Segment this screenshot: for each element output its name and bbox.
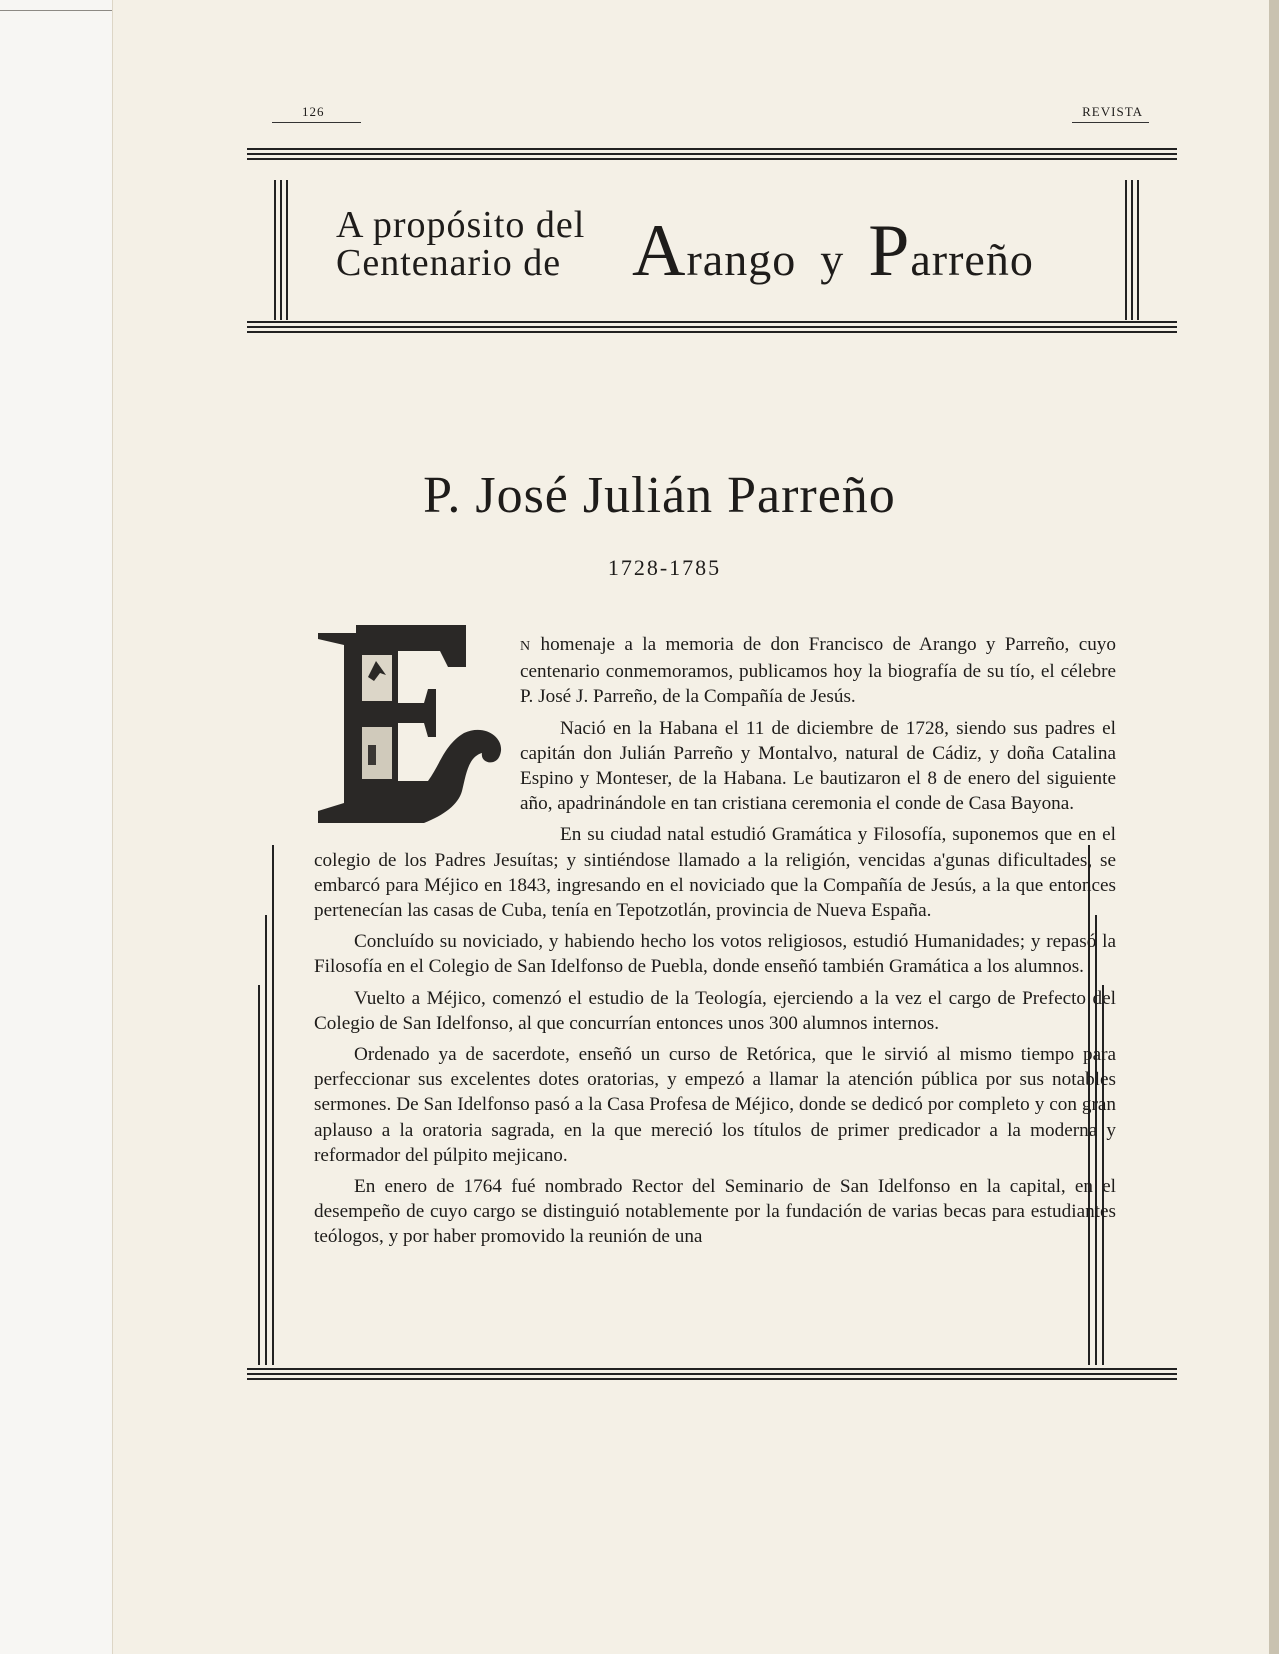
title-frame-left-bar [274, 180, 276, 320]
title-frame-right-bar [1137, 180, 1139, 320]
section-title-line2: Centenario de [336, 242, 562, 284]
page-number: 126 [272, 104, 361, 123]
scan-left-margin [0, 0, 113, 1654]
title-frame-right-bar [1131, 180, 1133, 320]
body-frame-left-bar [258, 985, 260, 1365]
paragraph-2: Nació en la Habana el 11 de diciembre de 1728, siendo sus padres el capitán don Julián Parreño y Montalvo, natural de Cádiz, y doña Catalina Espino y Monteser, de la Habana. Le bautizaron el 8 de enero del siguiente año, apadrinándole en tan cristiana ceremonia el conde de Casa Bayona. [520, 717, 1116, 815]
first-word-rest: N [520, 639, 532, 654]
title-frame-left-bar [286, 180, 288, 320]
title-frame-left-bar [280, 180, 282, 320]
paragraph-6: Ordenado ya de sacerdote, enseñó un curso de Retórica, que le sirvió al mismo tiempo para perfeccionar sus excelentes dotes oratorias, y empezó a llamar la atención pública por sus notables sermones. De San Idelfonso pasó a la Casa Profesa de Méjico, donde se dedicó por completo y con gran aplauso a la oratoria sagrada, en la que mereció los títulos de primer predicador a la moderna y reformador del púlpito mejicano. [314, 1044, 1116, 1166]
body-frame-left-bar [265, 915, 267, 1365]
arango-initial: A [632, 210, 687, 292]
section-title-line1: A propósito del [336, 204, 586, 246]
body-frame-left-bar [272, 845, 274, 1365]
paragraph-5: Vuelto a Méjico, comenzó el estudio de la Teología, ejerciendo a la vez el cargo de Prefecto del Colegio de San Idelfonso, al que concurrían entonces unos 300 alumnos internos. [314, 987, 1116, 1034]
paragraph-4: Concluído su noviciado, y habiendo hecho los votos religiosos, estudió Humanidades; y repasó la Filosofía en el Colegio de San Idelfonso de Puebla, donde enseñó también Gramática a los alumnos. [314, 931, 1116, 978]
title-frame-bottom-rule [247, 321, 1177, 336]
parreno-rest: arreño [910, 234, 1034, 285]
scan-right-edge [1269, 0, 1279, 1654]
paragraph-1: N homenaje a la memoria de don Francisco de Arango y Parreño, cuyo centenario conmemoramos, publicamos hoy la biografía de su tío, el célebre P. José J. Parreño, de la Compañía de Jesús. [520, 634, 1116, 708]
title-frame-top-rule [247, 148, 1177, 163]
section-title [336, 206, 1096, 306]
running-title: REVISTA [1072, 104, 1149, 123]
conjunction-y: y [820, 234, 845, 285]
arango-rest: rango [686, 234, 797, 285]
article-body [314, 632, 1116, 1250]
paragraph-3: En su ciudad natal estudió Gramática y Filosofía, suponemos que en el colegio de los Padres Jesuítas; y sintiéndose llamado a la religión, vencidas a'gunas dificultades, se embarcó para Méjico en 1843, ingresando en el noviciado que la Compañía de Jesús, a la que entonces pertenecían las casas de Cuba, tenía en Tepotzotlán, provincia de Nueva España. [314, 824, 1116, 922]
paragraph-7: En enero de 1764 fué nombrado Rector del Seminario de San Idelfonso en la capital, en el desempeño de cuyo cargo se distinguió notablemente por la fundación de varias becas para estudiantes teólogos, y por haber promovido la reunión de una [314, 1176, 1116, 1248]
article-title: P. José Julián Parreño [423, 467, 896, 524]
section-title-name [632, 210, 1034, 292]
section-title-prefix [336, 206, 585, 282]
article-years: 1728-1785 [607, 555, 722, 580]
parreno-initial: P [868, 210, 911, 292]
body-frame-bottom-rule [247, 1368, 1177, 1383]
scan-crease [0, 10, 112, 11]
title-frame-right-bar [1125, 180, 1127, 320]
